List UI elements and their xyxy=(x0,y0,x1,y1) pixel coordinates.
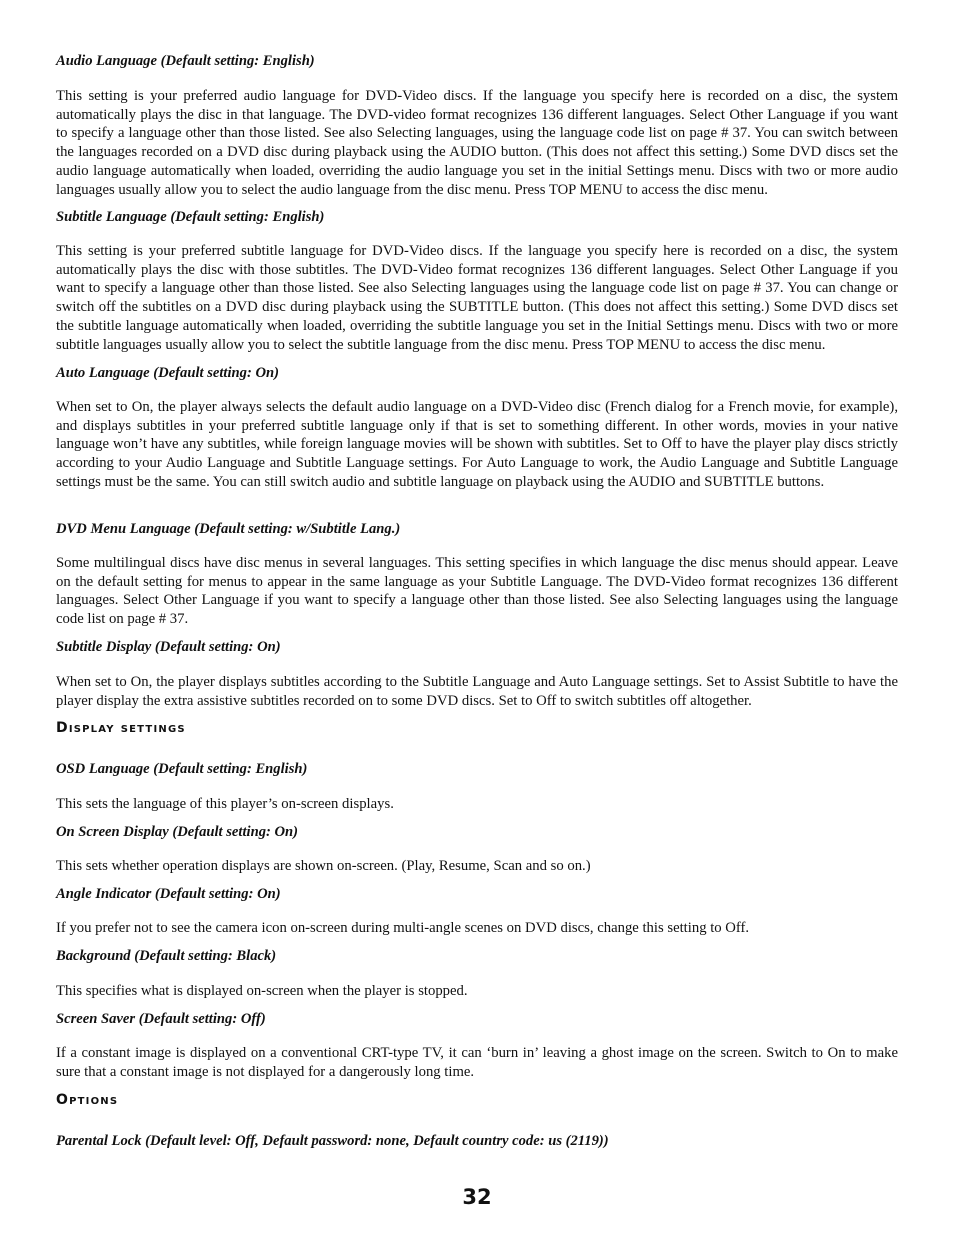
heading-dvd-menu-language: DVD Menu Language (Default setting: w/Subtitle Lang.) xyxy=(56,521,401,537)
heading-screen-saver: Screen Saver (Default setting: Off) xyxy=(56,1011,266,1027)
paragraph-osd-language: This sets the language of this player’s on-screen displays. xyxy=(56,796,394,812)
section-title-display-settings: Display settings xyxy=(56,720,186,736)
heading-osd-language: OSD Language (Default setting: English) xyxy=(56,761,308,777)
heading-subtitle-language: Subtitle Language (Default setting: English) xyxy=(56,209,325,225)
heading-angle-indicator: Angle Indicator (Default setting: On) xyxy=(56,886,281,902)
heading-background: Background (Default setting: Black) xyxy=(56,948,277,964)
heading-audio-language: Audio Language (Default setting: English) xyxy=(56,53,315,69)
paragraph-angle-indicator: If you prefer not to see the camera icon on-screen during multi-angle scenes on DVD discs, change this setting to Off. xyxy=(56,920,750,936)
paragraph-dvd-menu-language: Some multilingual discs have disc menus in several languages. This setting specifies in which language the disc menus should appear. Leave on the default setting for menus to appear in the same language as your Subtitle Language. The DVD-Video format recognizes 136 different languages. Select Other Language if you want to specify a language other than those listed. See also Selecting languages using the language code list on page # 37. xyxy=(56,555,898,628)
paragraph-background: This specifies what is displayed on-screen when the player is stopped. xyxy=(56,983,468,999)
heading-on-screen-display: On Screen Display (Default setting: On) xyxy=(56,824,299,840)
section-title-options: Options xyxy=(56,1092,119,1108)
heading-parental-lock: Parental Lock (Default level: Off, Default password: none, Default country code: us (2119)) xyxy=(56,1133,609,1149)
paragraph-auto-language: When set to On, the player always selects the default audio language on a DVD-Video disc (French dialog for a French movie, for example), and displays subtitles in your preferred subtitle language only if that is set to something different. In other words, movies in your native language won’t have any subtitles, while foreign language movies will be shown with subtitles. Set to Off to have the player play discs strictly according to your Audio Language and Subtitle Language settings. For Auto Language to work, the Audio Language and Subtitle Language settings must be the same. You can still switch audio and subtitle language on playback using the AUDIO and SUBTITLE buttons. xyxy=(56,399,898,490)
paragraph-subtitle-language: This setting is your preferred subtitle language for DVD-Video discs. If the language you specify here is recorded on a disc, the system automatically plays the disc with those subtitles. The DVD-Video format recognizes 136 different languages. Select Other Language if you want to specify a language other than those listed. See also Selecting languages using the language code list on page # 37. You can change or switch off the subtitles on a DVD disc during playback using the SUBTITLE button. (This does not affect this setting.) Some DVD discs set the subtitle language automatically when loaded, overriding the subtitle language you set in the Initial Settings menu. Discs with two or more subtitle languages usually allow you to select the subtitle language from the disc menu. Press TOP MENU to access the disc menu. xyxy=(56,243,898,353)
paragraph-subtitle-display: When set to On, the player displays subtitles according to the Subtitle Language and Auto Language settings. Set to Assist Subtitle to have the player display the extra assistive subtitles recorded on to some DVD discs. Set to Off to switch subtitles off altogether. xyxy=(56,674,898,709)
heading-auto-language: Auto Language (Default setting: On) xyxy=(56,365,279,381)
paragraph-on-screen-display: This sets whether operation displays are shown on-screen. (Play, Resume, Scan and so on.) xyxy=(56,858,591,874)
heading-subtitle-display: Subtitle Display (Default setting: On) xyxy=(56,639,281,655)
paragraph-screen-saver: If a constant image is displayed on a conventional CRT-type TV, it can ‘burn in’ leaving a ghost image on the screen. Switch to On to make sure that a constant image is not displayed for a dangerously long time. xyxy=(56,1045,898,1080)
page-number: 32 xyxy=(462,1185,492,1209)
paragraph-audio-language: This setting is your preferred audio language for DVD-Video discs. If the language you specify here is recorded on a disc, the system automatically plays the disc in that language. The DVD-video format recognizes 136 different languages. Select Other Language if you want to specify a language other than those listed. See also Selecting languages, using the language code list on page # 37. You can switch between the languages recorded on a DVD disc during playback using the AUDIO button. (This does not affect this setting.) Some DVD discs set the audio language automatically when loaded, overriding the audio language you set in the initial Settings menu. Discs with two or more audio languages usually allow you to select the audio language from the disc menu. Press TOP MENU to access the disc menu. xyxy=(56,88,898,198)
